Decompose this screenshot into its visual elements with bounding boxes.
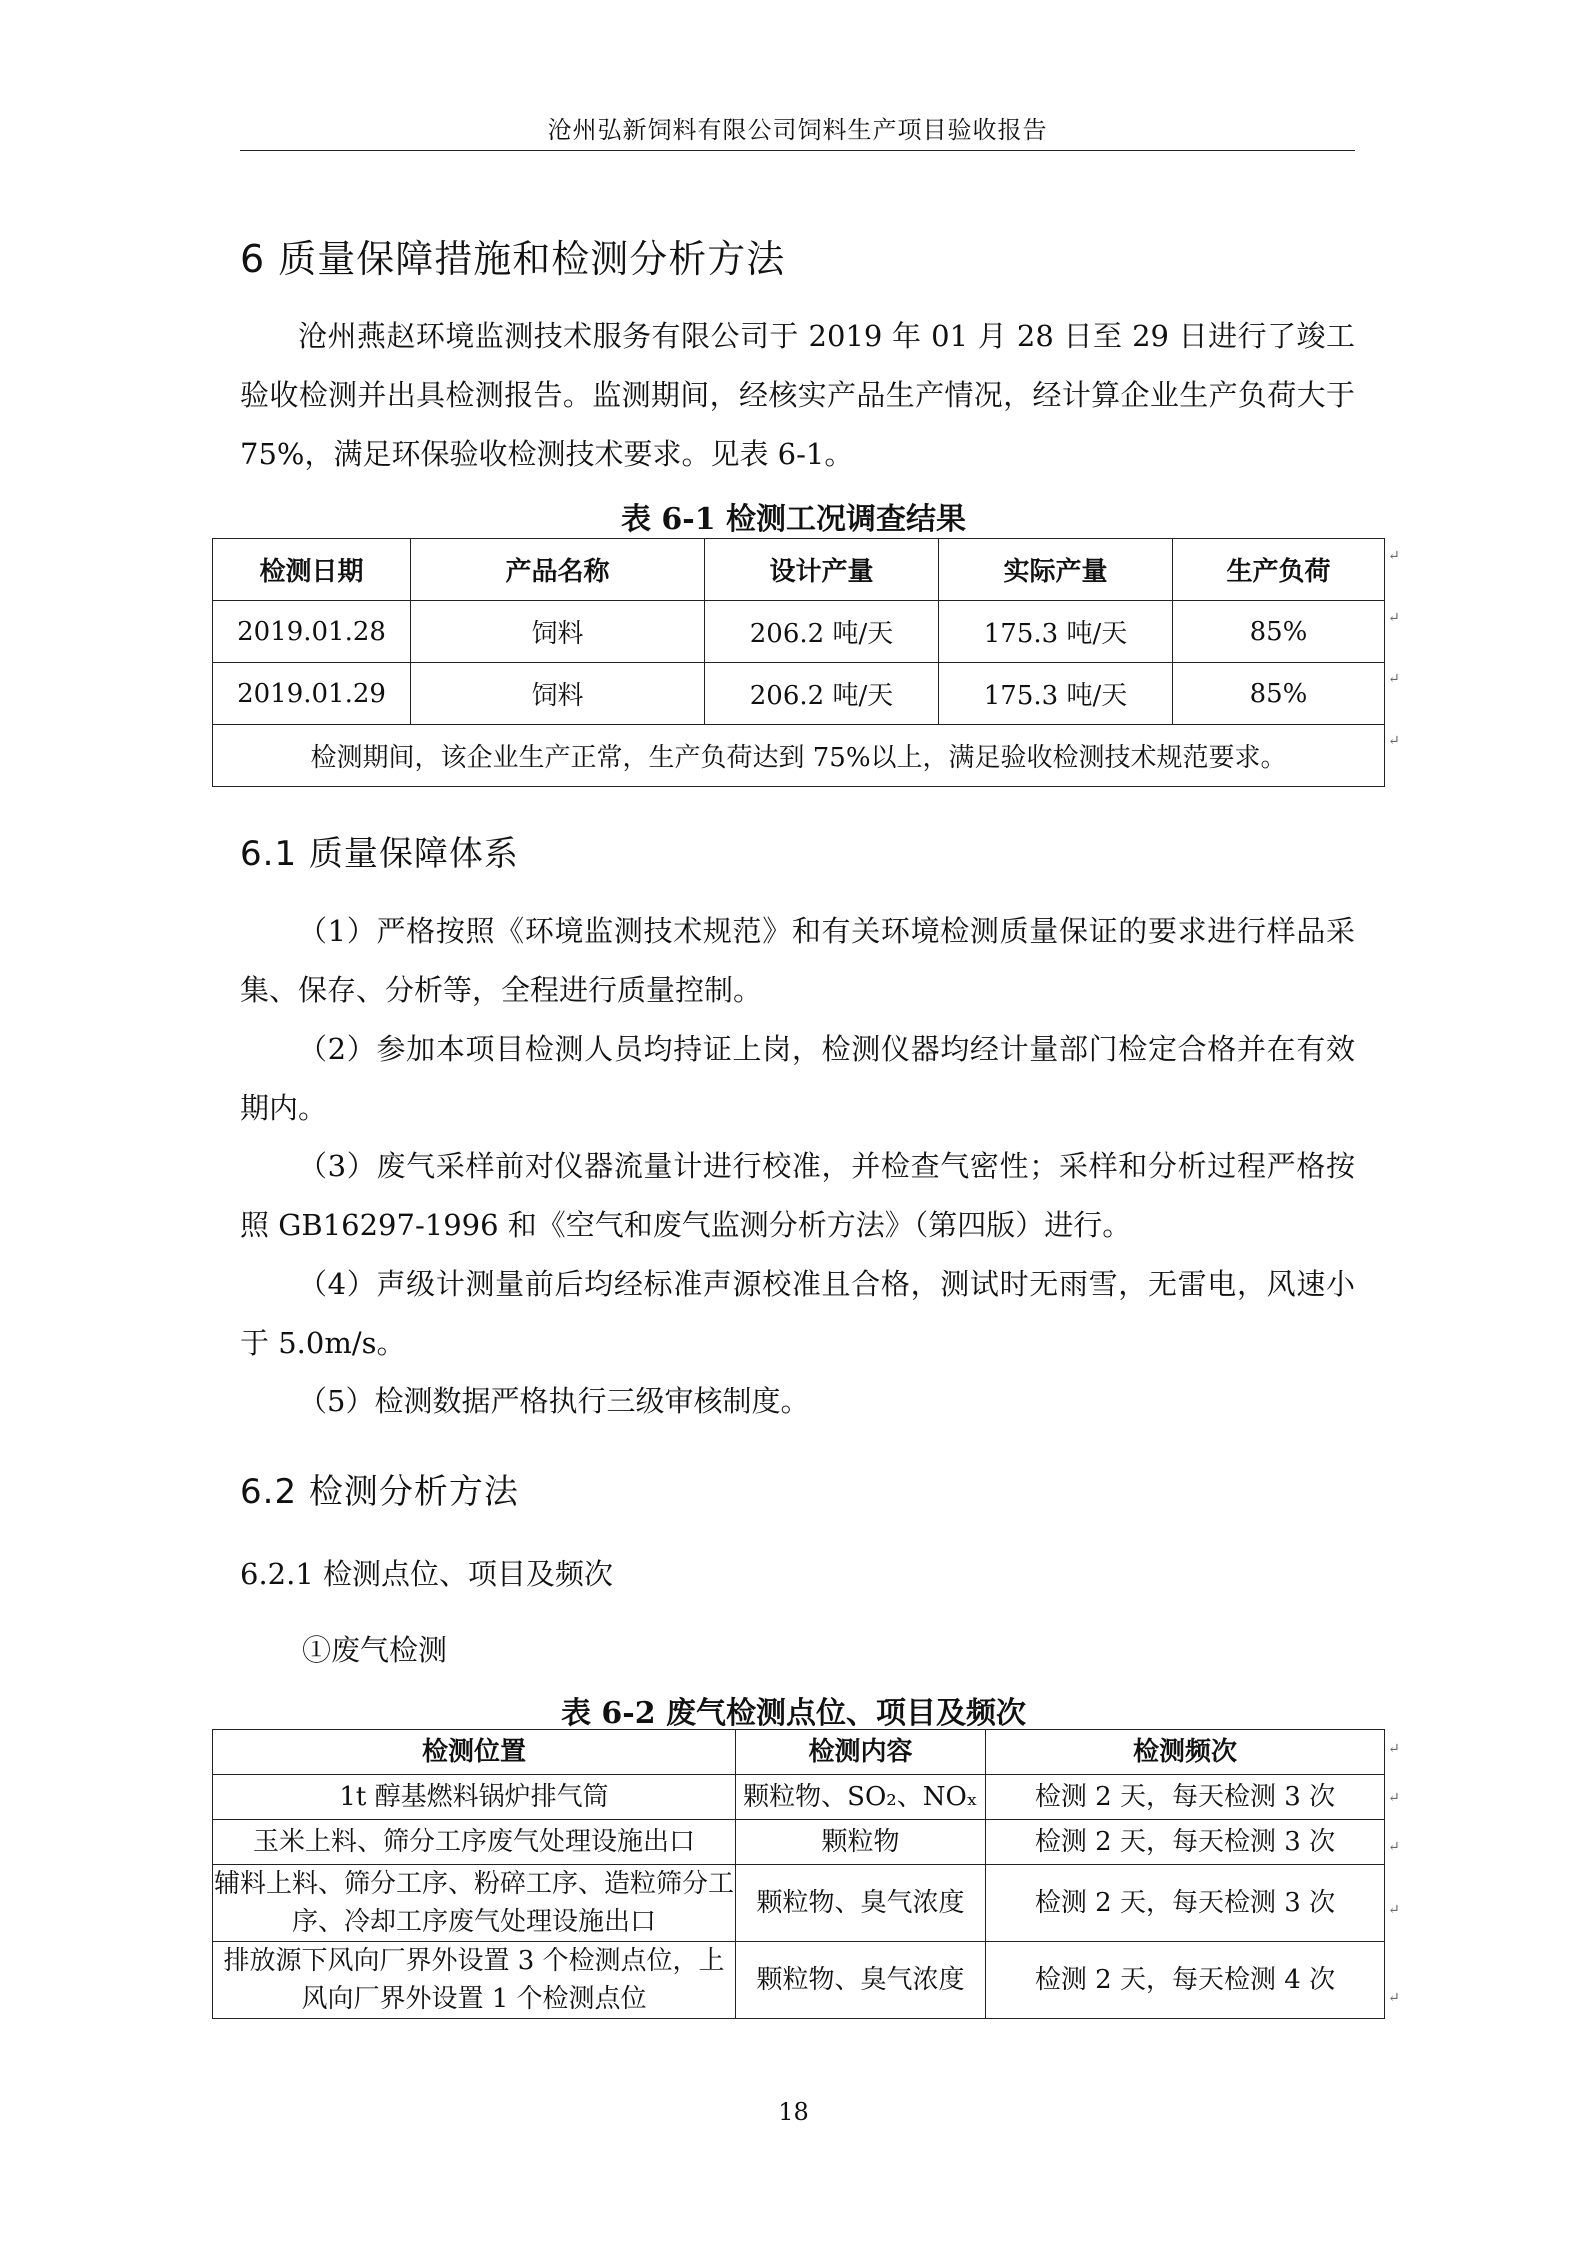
table-2-header: 检测频次 (986, 1730, 1385, 1775)
table-cell: 排放源下风向厂界外设置 3 个检测点位，上风向厂界外设置 1 个检测点位 (213, 1942, 736, 2019)
table-cell: 颗粒物、SO₂、NOₓ (736, 1775, 986, 1820)
section-6-2-1-title: 6.2.1 检测点位、项目及频次 (240, 1557, 614, 1591)
table-1-note-row (213, 725, 1385, 787)
table-cell: 206.2 吨/天 (705, 663, 939, 725)
table-row (213, 601, 1385, 663)
table-1-header: 生产负荷 (1173, 539, 1385, 601)
table-cell: 检测 2 天，每天检测 3 次 (986, 1820, 1385, 1865)
table-cell: 206.2 吨/天 (705, 601, 939, 663)
table-cell: 175.3 吨/天 (939, 663, 1173, 725)
table-cell: 辅料上料、筛分工序、粉碎工序、造粒筛分工序、冷却工序废气处理设施出口 (213, 1865, 736, 1942)
table-cell: 1t 醇基燃料锅炉排气筒 (213, 1775, 736, 1820)
table-1-caption: 表 6-1 检测工况调查结果 (620, 502, 967, 537)
table-cell: 检测 2 天，每天检测 3 次 (986, 1775, 1385, 1820)
section-6-title: 6 质量保障措施和检测分析方法 (240, 237, 786, 281)
paragraph-mark-icon: ↵ (1388, 733, 1400, 749)
table-cell: 饲料 (411, 601, 705, 663)
table-2-header: 检测位置 (213, 1730, 736, 1775)
page-header: 沧州弘新饲料有限公司饲料生产项目验收报告 (547, 116, 1048, 144)
page-number: 18 (778, 2098, 809, 2126)
paragraph-mark-icon: ↵ (1388, 1741, 1400, 1757)
header-divider (240, 150, 1355, 151)
table-1-header: 产品名称 (411, 539, 705, 601)
qa-item-1: （1）严格按照《环境监测技术规范》和有关环境检测质量保证的要求进行样品采集、保存、分析等，全程进行质量控制。 (240, 914, 1355, 1007)
table-row (213, 1942, 1385, 2019)
table-row (213, 1775, 1385, 1820)
section-6-1-title: 6.1 质量保障体系 (240, 834, 519, 874)
paragraph-mark-icon: ↵ (1388, 1902, 1400, 1918)
table-cell: 85% (1173, 663, 1385, 725)
table-2-caption: 表 6-2 废气检测点位、项目及频次 (560, 1696, 1027, 1731)
table-cell: 颗粒物、臭气浓度 (736, 1865, 986, 1942)
table-cell: 颗粒物、臭气浓度 (736, 1942, 986, 2019)
table-cell: 颗粒物 (736, 1820, 986, 1865)
table-row (213, 1865, 1385, 1942)
table-cell: 玉米上料、筛分工序废气处理设施出口 (213, 1820, 736, 1865)
qa-item-4: （4）声级计测量前后均经标准声源校准且合格，测试时无雨雪，无雷电，风速小于 5.0m/s。 (240, 1267, 1355, 1360)
table-cell: 检测 2 天，每天检测 3 次 (986, 1865, 1385, 1942)
table-row (213, 1820, 1385, 1865)
table-row (213, 663, 1385, 725)
paragraph-mark-icon: ↵ (1388, 1790, 1400, 1806)
qa-item-3: （3）废气采样前对仪器流量计进行校准，并检查气密性；采样和分析过程严格按照 GB16297-1996 和《空气和废气监测分析方法》（第四版）进行。 (240, 1149, 1355, 1242)
table-2-header-row (213, 1730, 1385, 1775)
paragraph-mark-icon: ↵ (1388, 610, 1400, 626)
exhaust-detection-label: ①废气检测 (302, 1633, 448, 1667)
table-1-header: 实际产量 (939, 539, 1173, 601)
table-1-header-row (213, 539, 1385, 601)
paragraph-mark-icon: ↵ (1388, 671, 1400, 687)
table-cell: 检测 2 天，每天检测 4 次 (986, 1942, 1385, 2019)
table-1-note: 检测期间，该企业生产正常，生产负荷达到 75%以上，满足验收检测技术规范要求。 (213, 725, 1385, 787)
paragraph-mark-icon: ↵ (1388, 548, 1400, 564)
table-cell: 85% (1173, 601, 1385, 663)
qa-item-5: （5）检测数据严格执行三级审核制度。 (298, 1384, 810, 1418)
section-6-2-title: 6.2 检测分析方法 (240, 1472, 519, 1512)
table-2-header: 检测内容 (736, 1730, 986, 1775)
paragraph-mark-icon: ↵ (1388, 1839, 1400, 1855)
table-1-header: 设计产量 (705, 539, 939, 601)
table-cell: 饲料 (411, 663, 705, 725)
table-2 (212, 1729, 1385, 2019)
table-1 (212, 538, 1385, 787)
paragraph-mark-icon: ↵ (1388, 1990, 1400, 2006)
section-6-intro: 沧州燕赵环境监测技术服务有限公司于 2019 年 01 月 28 日至 29 日进行了竣工验收检测并出具检测报告。监测期间，经核实产品生产情况，经计算企业生产负荷大于 75%，满足环保验收检测技术要求。见表 6-1。 (240, 319, 1355, 471)
table-cell: 2019.01.28 (213, 601, 411, 663)
table-cell: 175.3 吨/天 (939, 601, 1173, 663)
table-cell: 2019.01.29 (213, 663, 411, 725)
qa-item-2: （2）参加本项目检测人员均持证上岗，检测仪器均经计量部门检定合格并在有效期内。 (240, 1032, 1355, 1125)
table-1-header: 检测日期 (213, 539, 411, 601)
